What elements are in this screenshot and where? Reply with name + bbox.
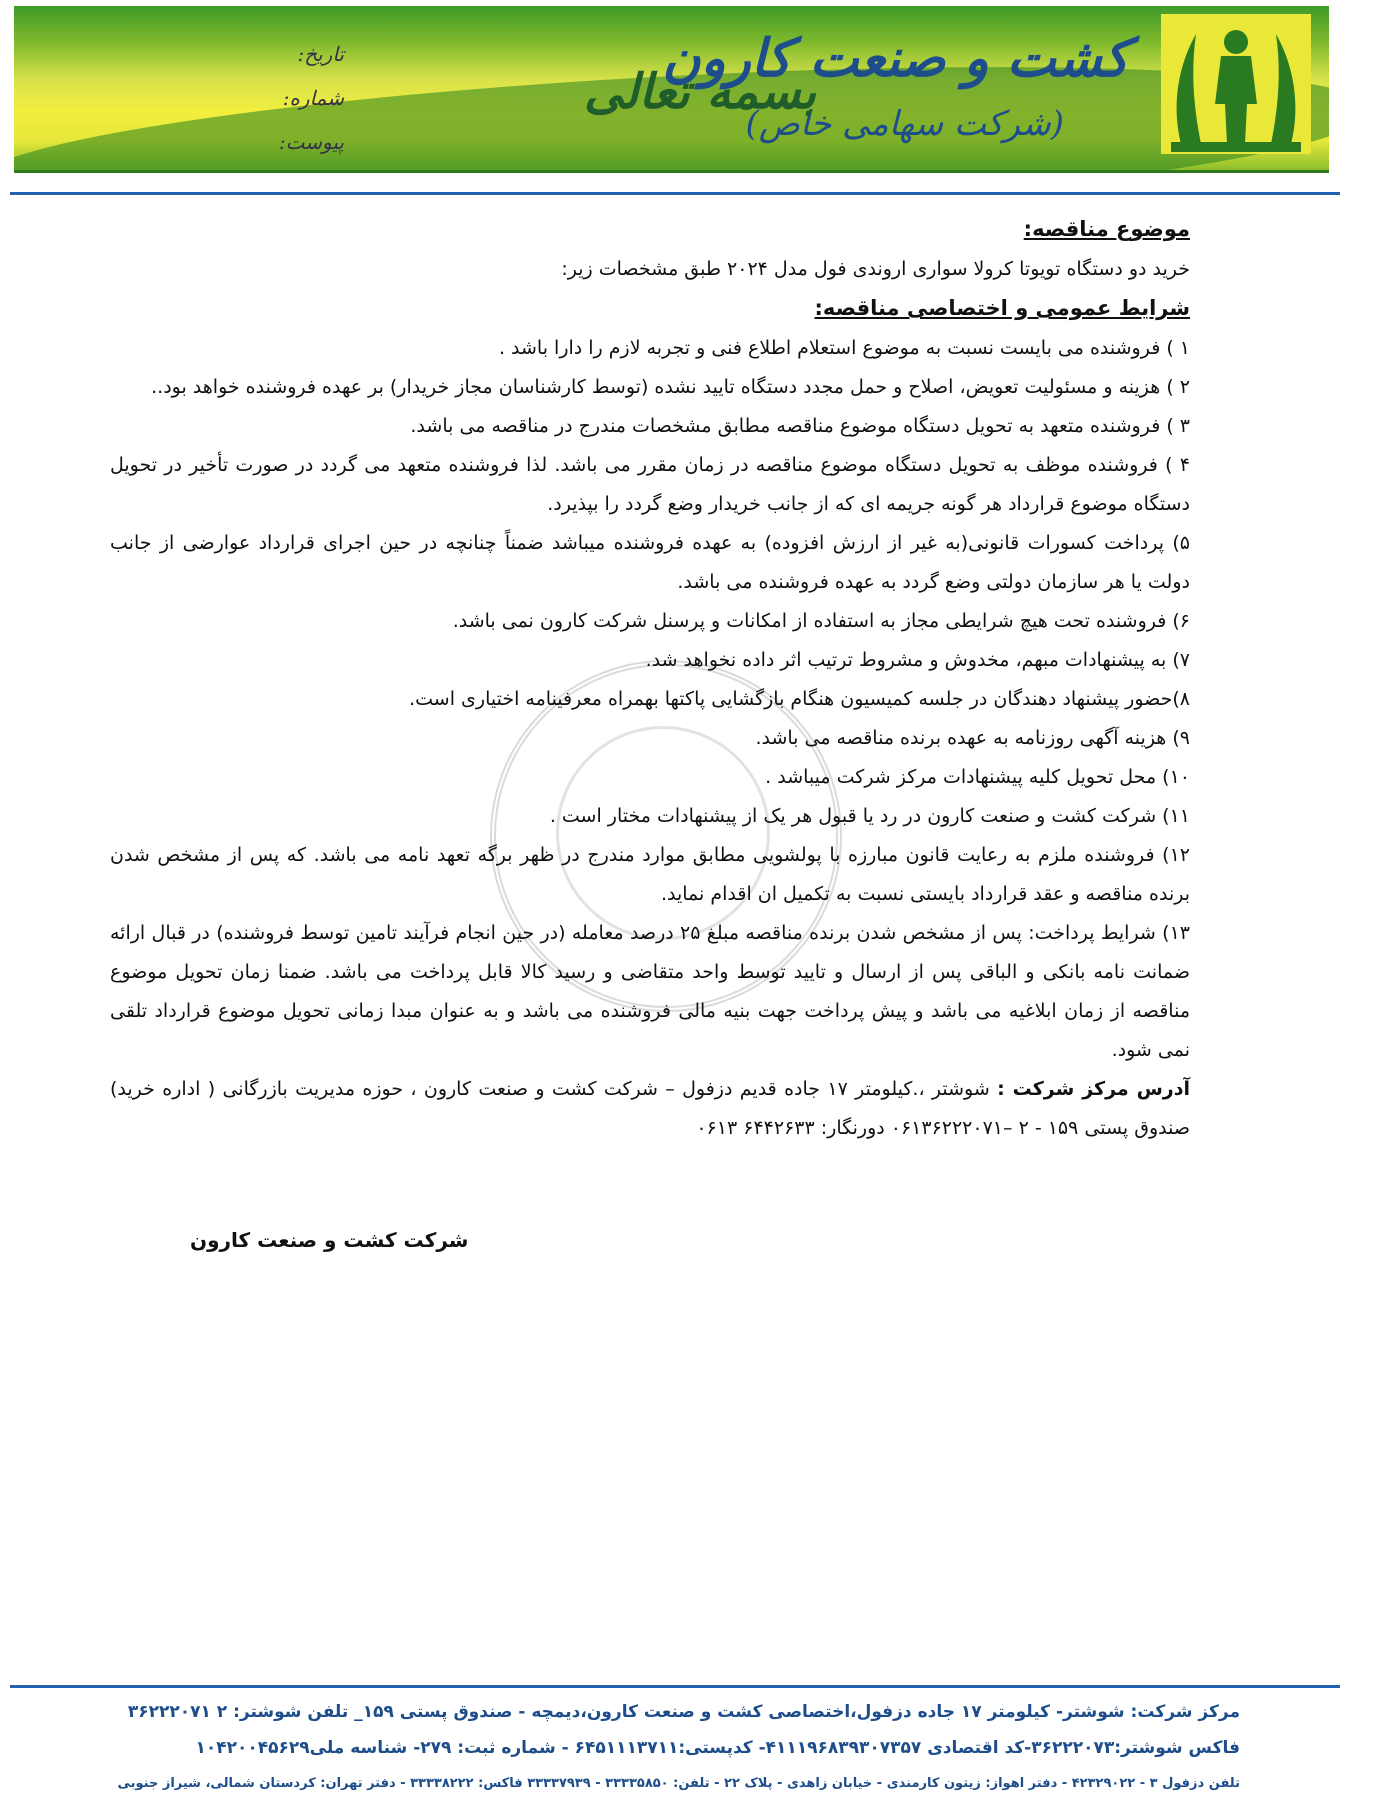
date-label: تاریخ: xyxy=(297,42,344,66)
condition-item: ۶) فروشنده تحت هیچ شرایطی مجاز به استفاده از امکانات و پرسنل شرکت کارون نمی باشد. xyxy=(452,610,1190,632)
attachment-label: پیوست: xyxy=(278,130,344,154)
number-label: شماره: xyxy=(282,86,344,110)
condition-item: ۱۲) فروشنده ملزم به رعایت قانون مبارزه با پولشویی مطابق موارد مندرج در ظهر برگه تعهد نامه می باشد. که پس از مشخص شدن برنده مناقصه و عقد قرارداد بایستی نسبت به تکمیل ان اقدام نماید. xyxy=(110,844,1190,905)
bottom-divider xyxy=(10,1685,1340,1688)
condition-item: ۸)حضور پیشنهاد دهندگان در جلسه کمیسیون هنگام بازگشایی پاکتها بهمراه معرفینامه اختیاری است. xyxy=(409,688,1190,710)
top-divider xyxy=(10,192,1340,195)
condition-item: ۵) پرداخت کسورات قانونی(به غیر از ارزش افزوده) به عهده فروشنده میباشد ضمناً چنانچه در حین اجرای قرارداد عوارضی از جانب دولت یا هر سازمان دولتی وضع گردد به عهده فروشنده می باشد. xyxy=(110,532,1190,593)
company-brand: کشت و صنعت کارون xyxy=(662,28,1129,89)
bismillah: بسمه تعالی xyxy=(584,64,817,120)
subject-heading: موضوع مناقصه: xyxy=(1023,217,1190,241)
condition-item: ۱۱) شرکت کشت و صنعت کارون در رد یا قبول هر یک از پیشنهادات مختار است . xyxy=(549,805,1190,827)
letter-meta xyxy=(264,42,344,173)
condition-item: ۱ ) فروشنده می بایست نسبت به موضوع استعلام اطلاع فنی و تجربه لازم را دارا باشد . xyxy=(498,337,1190,359)
letterhead-footer xyxy=(90,1694,1240,1802)
condition-item: ۷) به پیشنهادات مبهم، مخدوش و مشروط ترتیب اثر داده نخواهد شد. xyxy=(645,649,1190,671)
footer-line: مرکز شرکت: شوشتر- کیلومتر ۱۷ جاده دزفول،اختصاصی کشت و صنعت کارون،دیمچه - صندوق پستی ۱۵۹_ تلفن شوشتر: ۲ ۳۶۲۲۲۰۷۱ xyxy=(127,1702,1240,1722)
address-label: آدرس مرکز شرکت : xyxy=(997,1078,1190,1100)
company-logo-icon xyxy=(1161,14,1311,154)
condition-item: ۱۰) محل تحویل کلیه پیشنهادات مرکز شرکت میباشد . xyxy=(765,766,1190,788)
letterhead-banner xyxy=(14,6,1329,173)
condition-item: ۲ ) هزینه و مسئولیت تعویض، اصلاح و حمل مجدد دستگاه تایید نشده (توسط کارشناسان مجاز خریدار) بر عهده فروشنده خواهد بود.. xyxy=(151,376,1190,398)
condition-item: ۳ ) فروشنده متعهد به تحویل دستگاه موضوع مناقصه مطابق مشخصات مندرج در مناقصه می باشد. xyxy=(410,415,1190,437)
company-type: (شرکت سهامی خاص) xyxy=(745,104,1064,144)
footer-line: تلفن دزفول ۳ - ۴۲۳۲۹۰۲۲ - دفتر اهواز: زیتون کارمندی - خیابان زاهدی - پلاک ۲۲ - تلفن: ۳۳۳۳۵۸۵۰ - ۳۳۳۳۷۹۳۹ فاکس: ۳۳۳۳۸۲۲۲ - دفتر تهران: کردستان شمالی، شیراز جنوبی xyxy=(117,1776,1240,1791)
address-paragraph xyxy=(110,1070,1190,1148)
address-text: شوشتر ،.کیلومتر ۱۷ جاده قدیم دزفول – شرکت کشت و صنعت کارون ، حوزه مدیریت بازرگانی ( اداره خرید) صندوق پستی ۱۵۹ - ۲ –۰۶۱۳۶۲۲۲۰۷۱ دورنگار: ۶۴۴۲۶۳۳ ۰۶۱۳ xyxy=(110,1078,1190,1139)
condition-item: ۱۳) شرایط پرداخت: پس از مشخص شدن برنده مناقصه مبلغ ۲۵ درصد معامله (در حین انجام فرآیند تامین توسط فروشنده) در قبال ارائه ضمانت نامه بانکی و الباقی پس از ارسال و تایید توسط واحد متقاضی و رسید کالا قابل پرداخت می باشد. ضمنا زمان تحویل موضوع مناقصه از زمان ابلاغیه می باشد و پیش پرداخت جهت بنیه مالی فروشنده می باشد و به عنوان مبدا زمانی تحویل موضوع قرارداد تلقی نمی شود. xyxy=(110,922,1190,1061)
signature-company: شرکت کشت و صنعت کارون xyxy=(190,1228,469,1252)
tender-body xyxy=(110,210,1190,1148)
condition-item: ۹) هزینه آگهی روزنامه به عهده برنده مناقصه می باشد. xyxy=(755,727,1190,749)
subject-text: خرید دو دستگاه تویوتا کرولا سواری اروندی فول مدل ۲۰۲۴ طبق مشخصات زیر: xyxy=(561,258,1190,280)
condition-item: ۴ ) فروشنده موظف به تحویل دستگاه موضوع مناقصه در زمان مقرر می باشد. لذا فروشنده متعهد می گردد در صورت تأخیر در تحویل دستگاه موضوع قرارداد هر گونه جریمه ای که از جانب خریدار وضع گردد را بپذیرد. xyxy=(110,454,1190,515)
footer-line: فاکس شوشتر:۳۶۲۲۲۰۷۳-کد اقتصادی ۴۱۱۱۹۶۸۳۹۳۰۷۳۵۷- کدپستی:۶۴۵۱۱۱۳۷۱۱ - شماره ثبت: ۲۷۹- شناسه ملی۱۰۴۲۰۰۴۵۶۲۹ xyxy=(195,1738,1240,1758)
conditions-heading: شرایط عمومی و اختصاصی مناقصه: xyxy=(814,296,1190,320)
